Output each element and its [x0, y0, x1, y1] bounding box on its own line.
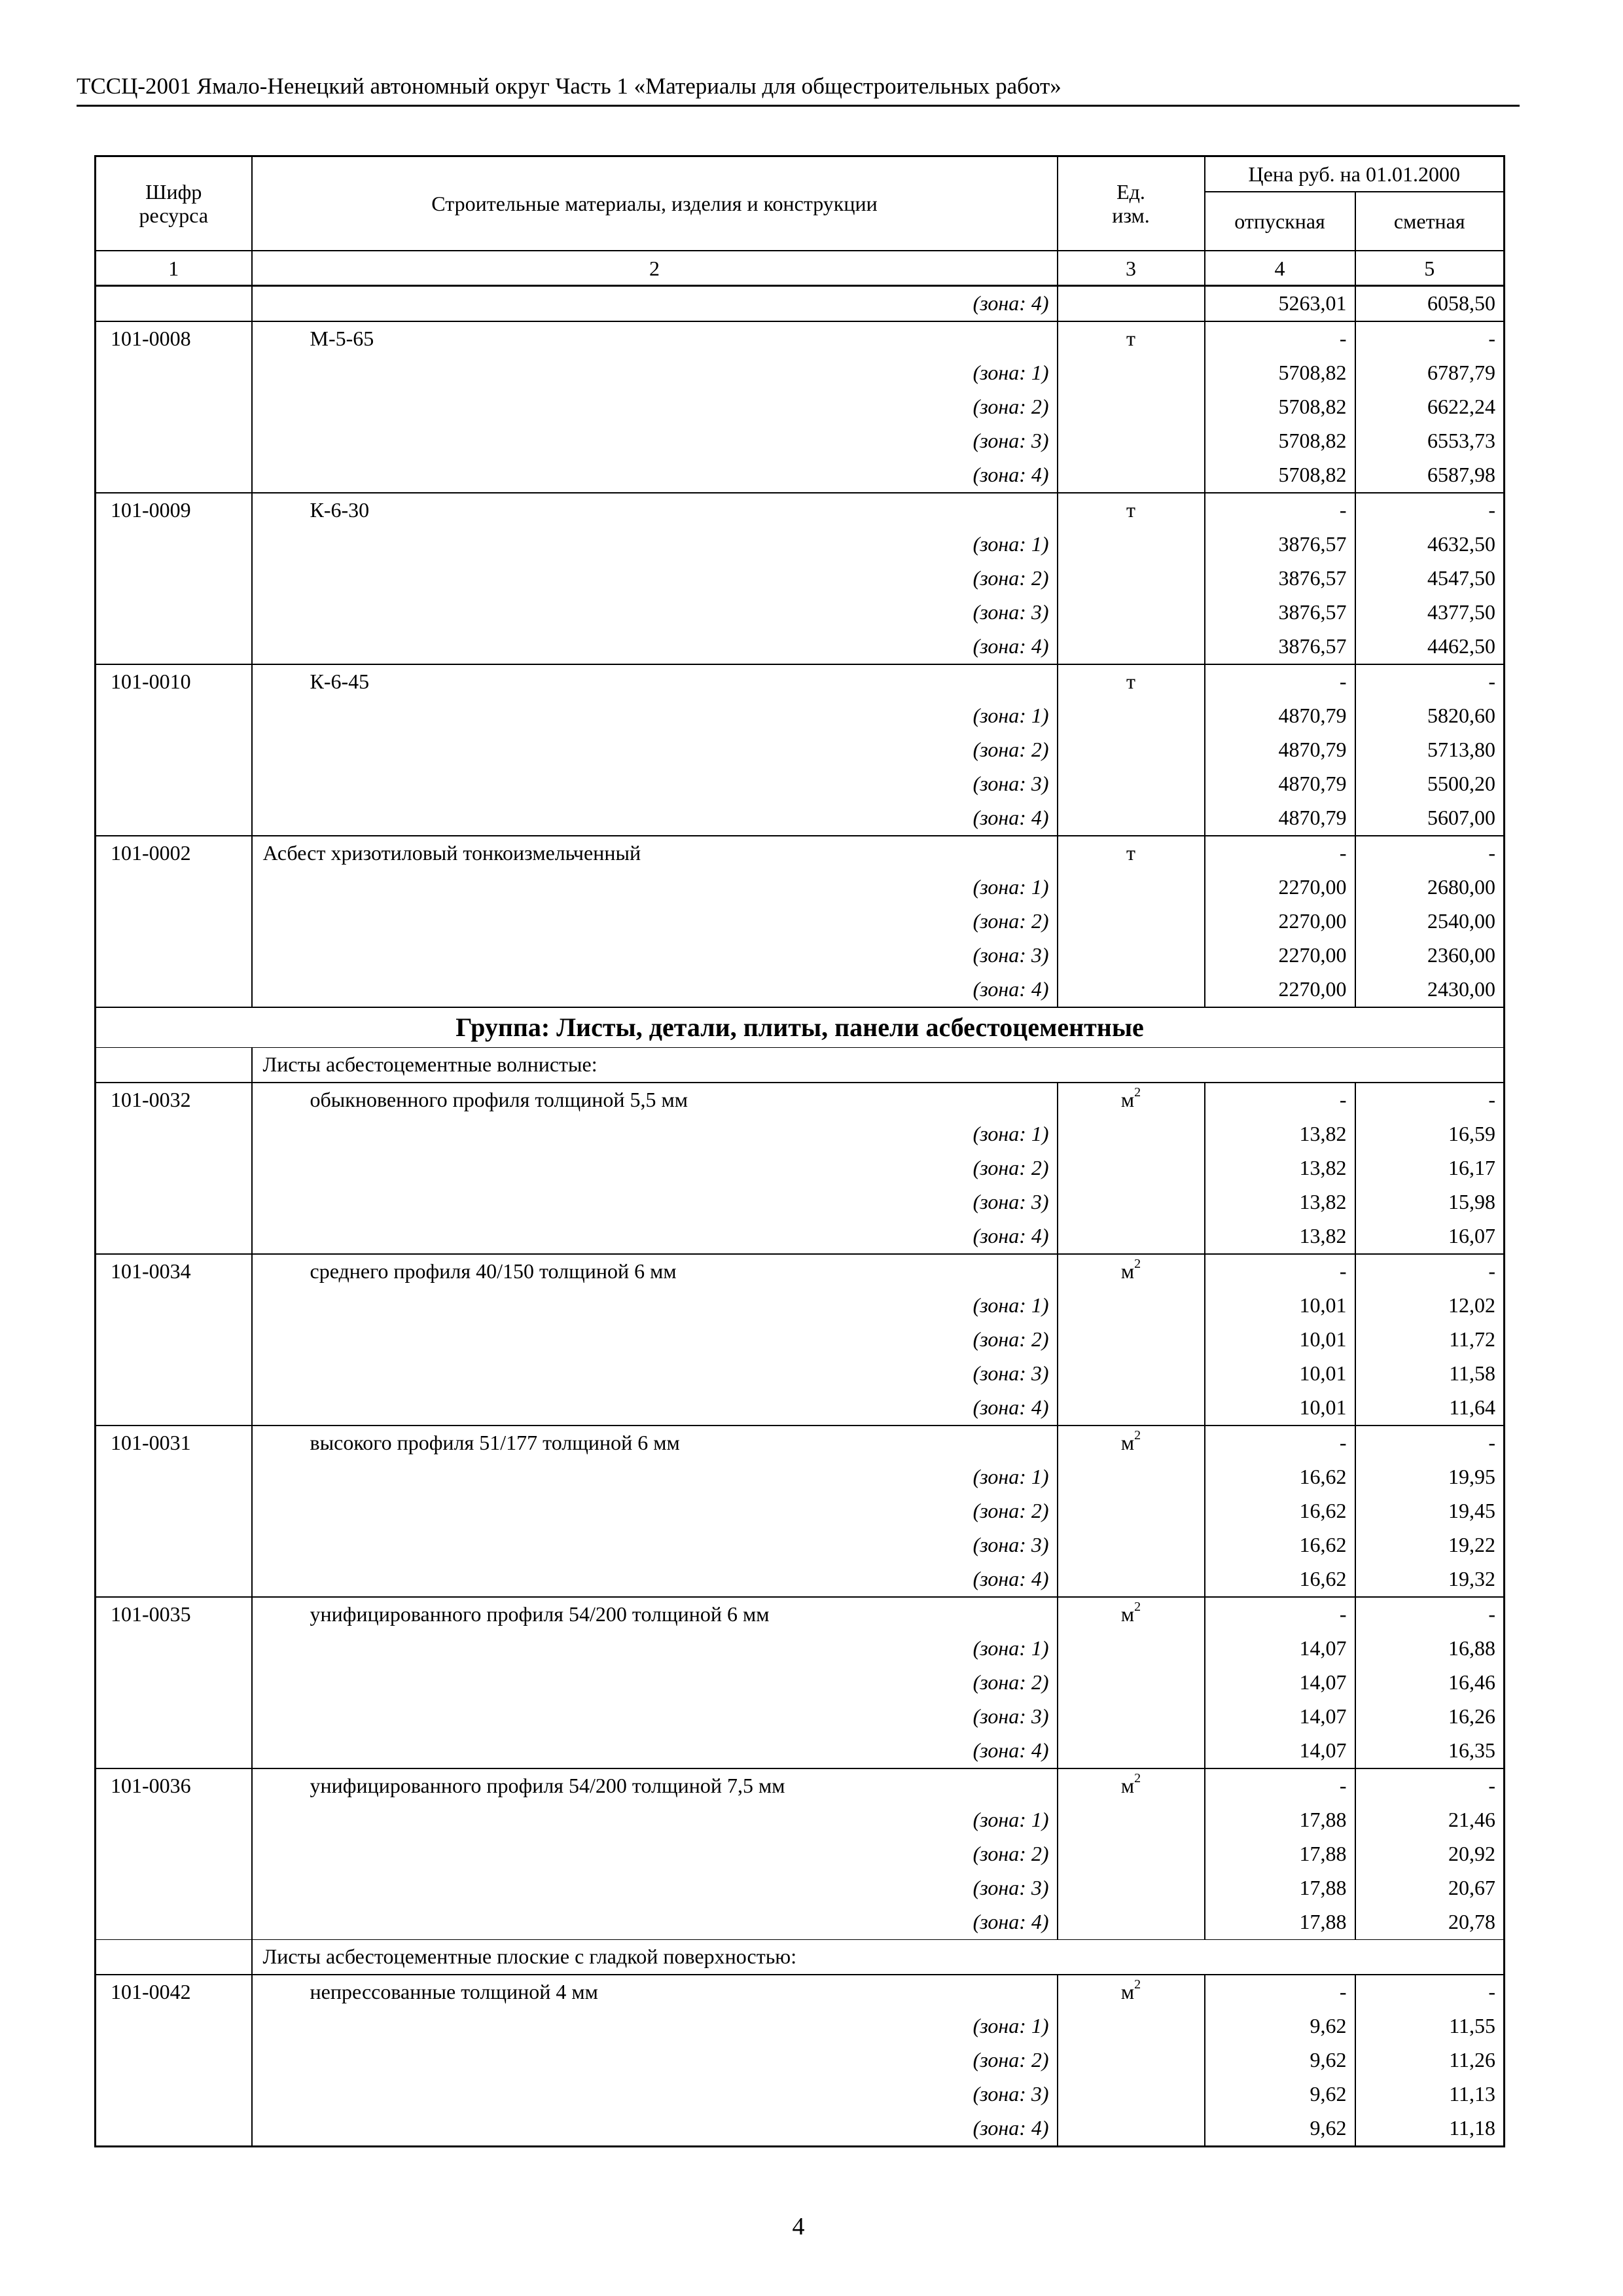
col-number: 2 — [252, 251, 1058, 286]
zone-label: (зона: 2) — [252, 2043, 1058, 2077]
table-row — [96, 1528, 1505, 1562]
resource-code: 101-0032 — [96, 1083, 252, 1117]
price-estimate: - — [1355, 1768, 1505, 1803]
price-estimate: 5500,20 — [1355, 767, 1505, 801]
unit-text: т — [1126, 498, 1135, 522]
zone-label: (зона: 1) — [252, 1289, 1058, 1323]
table-row — [96, 1666, 1505, 1700]
price-release: 10,01 — [1205, 1289, 1355, 1323]
table-row — [96, 1254, 1505, 1289]
price-release: 14,07 — [1205, 1666, 1355, 1700]
table-row — [96, 356, 1505, 390]
zone-label: (зона: 2) — [252, 1494, 1058, 1528]
header-code: Шифр ресурса — [96, 156, 252, 251]
unit-text: м — [1120, 1431, 1135, 1454]
price-release: - — [1205, 1083, 1355, 1117]
unit — [1058, 836, 1205, 870]
price-estimate: 11,26 — [1355, 2043, 1505, 2077]
unit — [1058, 1254, 1205, 1289]
table-body — [96, 286, 1505, 2147]
table-row — [96, 596, 1505, 630]
price-estimate: 11,58 — [1355, 1357, 1505, 1391]
table-row — [96, 973, 1505, 1007]
price-estimate: 20,67 — [1355, 1871, 1505, 1905]
unit-text: т — [1126, 327, 1135, 350]
unit-text: м — [1120, 1774, 1135, 1797]
table-row — [96, 870, 1505, 905]
resource-code: 101-0036 — [96, 1768, 252, 1803]
price-release: 5708,82 — [1205, 424, 1355, 458]
group-heading: Группа: Листы, детали, плиты, панели асбестоцементные — [96, 1007, 1505, 1048]
price-estimate: 16,07 — [1355, 1219, 1505, 1254]
table-row — [96, 939, 1505, 973]
resource-code: 101-0034 — [96, 1254, 252, 1289]
zone-label: (зона: 4) — [252, 1905, 1058, 1940]
zone-label: (зона: 2) — [252, 390, 1058, 424]
zone-label: (зона: 1) — [252, 1632, 1058, 1666]
col-number: 5 — [1355, 251, 1505, 286]
table-row — [96, 905, 1505, 939]
table-row — [96, 1768, 1505, 1803]
table-row — [96, 562, 1505, 596]
price-release: 17,88 — [1205, 1905, 1355, 1940]
price-estimate: 16,17 — [1355, 1151, 1505, 1185]
material-name: унифицированного профиля 54/200 толщиной 7,5 мм — [252, 1768, 1058, 1803]
zone-label: (зона: 4) — [252, 801, 1058, 836]
price-release: 4870,79 — [1205, 699, 1355, 733]
resource-code: 101-0042 — [96, 1975, 252, 2009]
table-row — [96, 1289, 1505, 1323]
header-price-estimate: сметная — [1355, 192, 1505, 251]
price-estimate: 6622,24 — [1355, 390, 1505, 424]
zone-label: (зона: 3) — [252, 1871, 1058, 1905]
price-release: 13,82 — [1205, 1219, 1355, 1254]
unit-text: м — [1120, 1602, 1135, 1626]
table-row — [96, 1905, 1505, 1940]
unit — [1058, 664, 1205, 699]
price-release: 17,88 — [1205, 1871, 1355, 1905]
zone-label: (зона: 2) — [252, 1837, 1058, 1871]
price-estimate: 11,55 — [1355, 2009, 1505, 2043]
price-release: 13,82 — [1205, 1185, 1355, 1219]
price-release: 3876,57 — [1205, 596, 1355, 630]
unit — [1058, 1083, 1205, 1117]
material-name: К-6-45 — [252, 664, 1058, 699]
header-price-release: отпускная — [1205, 192, 1355, 251]
table-row — [96, 664, 1505, 699]
price-estimate: - — [1355, 321, 1505, 356]
price-estimate: - — [1355, 836, 1505, 870]
table-row — [96, 1083, 1505, 1117]
zone-label: (зона: 3) — [252, 1357, 1058, 1391]
zone-label: (зона: 3) — [252, 596, 1058, 630]
unit-superscript: 2 — [1134, 1600, 1141, 1615]
price-release: - — [1205, 1597, 1355, 1632]
price-estimate: 16,26 — [1355, 1700, 1505, 1734]
price-estimate: 4462,50 — [1355, 630, 1505, 664]
price-release: - — [1205, 321, 1355, 356]
zone-label: (зона: 2) — [252, 562, 1058, 596]
unit-text: т — [1126, 841, 1135, 865]
zone-label: (зона: 4) — [252, 1219, 1058, 1254]
col-number: 1 — [96, 251, 252, 286]
price-release: 5708,82 — [1205, 356, 1355, 390]
material-name: среднего профиля 40/150 толщиной 6 мм — [252, 1254, 1058, 1289]
table-row — [96, 1562, 1505, 1597]
price-estimate: 15,98 — [1355, 1185, 1505, 1219]
price-estimate: 16,46 — [1355, 1666, 1505, 1700]
header-unit: Ед. изм. — [1058, 156, 1205, 251]
zone-label: (зона: 4) — [252, 1391, 1058, 1426]
material-name: М-5-65 — [252, 321, 1058, 356]
price-release: 9,62 — [1205, 2077, 1355, 2111]
table-row — [96, 1871, 1505, 1905]
price-release: 4870,79 — [1205, 733, 1355, 767]
zone-label: (зона: 2) — [252, 905, 1058, 939]
zone-label: (зона: 2) — [252, 1323, 1058, 1357]
page-number: 4 — [792, 2213, 805, 2240]
material-name: обыкновенного профиля толщиной 5,5 мм — [252, 1083, 1058, 1117]
price-estimate: 11,72 — [1355, 1323, 1505, 1357]
price-estimate: 16,88 — [1355, 1632, 1505, 1666]
price-release: 3876,57 — [1205, 562, 1355, 596]
price-release: - — [1205, 836, 1355, 870]
zone-label: (зона: 1) — [252, 528, 1058, 562]
price-table — [94, 155, 1505, 2147]
zone-label: (зона: 2) — [252, 1666, 1058, 1700]
header-price: Цена руб. на 01.01.2000 — [1205, 156, 1505, 192]
price-release: 16,62 — [1205, 1460, 1355, 1494]
price-release: 17,88 — [1205, 1803, 1355, 1837]
price-estimate: - — [1355, 493, 1505, 528]
table-row — [96, 1803, 1505, 1837]
table-row — [96, 733, 1505, 767]
table-row — [96, 630, 1505, 664]
table-row — [96, 458, 1505, 493]
table-row — [96, 321, 1505, 356]
table-row — [96, 1117, 1505, 1151]
resource-code: 101-0010 — [96, 664, 252, 699]
zone-label: (зона: 1) — [252, 1460, 1058, 1494]
price-release: 14,07 — [1205, 1734, 1355, 1768]
header-name: Строительные материалы, изделия и конструкции — [252, 156, 1058, 251]
price-estimate: 19,45 — [1355, 1494, 1505, 1528]
table-row — [96, 1700, 1505, 1734]
col-number: 4 — [1205, 251, 1355, 286]
group-heading-row — [96, 1007, 1505, 1048]
material-name: высокого профиля 51/177 толщиной 6 мм — [252, 1426, 1058, 1460]
zone-label: (зона: 3) — [252, 767, 1058, 801]
table-row — [96, 1734, 1505, 1768]
price-release: 17,88 — [1205, 1837, 1355, 1871]
price-release: 9,62 — [1205, 2009, 1355, 2043]
price-release: 3876,57 — [1205, 528, 1355, 562]
price-estimate: - — [1355, 664, 1505, 699]
carry-row — [96, 286, 1505, 322]
header-rule — [77, 105, 1520, 107]
resource-code: 101-0009 — [96, 493, 252, 528]
unit-text: м — [1120, 1088, 1135, 1111]
subgroup-row — [96, 1940, 1505, 1975]
zone-label: (зона: 3) — [252, 1185, 1058, 1219]
price-estimate: 16,59 — [1355, 1117, 1505, 1151]
price-estimate: 5607,00 — [1355, 801, 1505, 836]
unit — [1058, 1768, 1205, 1803]
zone-label: (зона: 4) — [252, 1734, 1058, 1768]
unit-superscript: 2 — [1134, 1977, 1141, 1992]
zone-label: (зона: 4) — [252, 286, 1058, 322]
price-release: 2270,00 — [1205, 973, 1355, 1007]
zone-label: (зона: 1) — [252, 1117, 1058, 1151]
price-estimate: 2540,00 — [1355, 905, 1505, 939]
unit-superscript: 2 — [1134, 1428, 1141, 1443]
price-release: 16,62 — [1205, 1494, 1355, 1528]
table-row — [96, 2111, 1505, 2147]
price-release: 16,62 — [1205, 1528, 1355, 1562]
unit-superscript: 2 — [1134, 1085, 1141, 1100]
zone-label: (зона: 3) — [252, 939, 1058, 973]
price-release: - — [1205, 664, 1355, 699]
zone-label: (зона: 3) — [252, 2077, 1058, 2111]
price-release: - — [1205, 1768, 1355, 1803]
table-row — [96, 767, 1505, 801]
subgroup-row — [96, 1048, 1505, 1083]
zone-label: (зона: 4) — [252, 458, 1058, 493]
price-release: 13,82 — [1205, 1151, 1355, 1185]
zone-label: (зона: 3) — [252, 1700, 1058, 1734]
price-estimate: 6787,79 — [1355, 356, 1505, 390]
price-release: 2270,00 — [1205, 870, 1355, 905]
table-row — [96, 1837, 1505, 1871]
table-row — [96, 1151, 1505, 1185]
price-estimate: 16,35 — [1355, 1734, 1505, 1768]
table-row — [96, 1494, 1505, 1528]
table-row — [96, 801, 1505, 836]
table-row — [96, 528, 1505, 562]
zone-label: (зона: 4) — [252, 2111, 1058, 2147]
unit-text: т — [1126, 670, 1135, 693]
price-release: - — [1205, 493, 1355, 528]
price-release: 4870,79 — [1205, 767, 1355, 801]
zone-label: (зона: 4) — [252, 973, 1058, 1007]
table-row — [96, 1219, 1505, 1254]
zone-label: (зона: 4) — [252, 630, 1058, 664]
unit-superscript: 2 — [1134, 1771, 1141, 1786]
zone-label: (зона: 2) — [252, 1151, 1058, 1185]
price-release: 14,07 — [1205, 1632, 1355, 1666]
price-estimate: 11,64 — [1355, 1391, 1505, 1426]
price-estimate: - — [1355, 1254, 1505, 1289]
table-row — [96, 1597, 1505, 1632]
price-release: 5708,82 — [1205, 458, 1355, 493]
price-release: - — [1205, 1426, 1355, 1460]
unit — [1058, 493, 1205, 528]
running-head: ТССЦ-2001 Ямало-Ненецкий автономный округ Часть 1 «Материалы для общестроительных работ» — [77, 73, 1061, 99]
material-name: непрессованные толщиной 4 мм — [252, 1975, 1058, 2009]
zone-label: (зона: 1) — [252, 1803, 1058, 1837]
price-release: 9,62 — [1205, 2043, 1355, 2077]
price-release: 3876,57 — [1205, 630, 1355, 664]
zone-label: (зона: 3) — [252, 424, 1058, 458]
price-estimate: 4632,50 — [1355, 528, 1505, 562]
table-row — [96, 1185, 1505, 1219]
price-estimate: 19,95 — [1355, 1460, 1505, 1494]
unit — [1058, 1975, 1205, 2009]
resource-code: 101-0002 — [96, 836, 252, 870]
table-row — [96, 424, 1505, 458]
price-estimate: 20,78 — [1355, 1905, 1505, 1940]
price-estimate: 19,32 — [1355, 1562, 1505, 1597]
table-row — [96, 1460, 1505, 1494]
price-estimate: - — [1355, 1083, 1505, 1117]
table-row — [96, 493, 1505, 528]
zone-label: (зона: 1) — [252, 870, 1058, 905]
price-estimate: - — [1355, 1975, 1505, 2009]
unit-text: м — [1120, 1980, 1135, 2003]
subgroup-label: Листы асбестоцементные плоские с гладкой поверхностью: — [252, 1940, 1505, 1975]
unit-superscript: 2 — [1134, 1257, 1141, 1272]
subgroup-label: Листы асбестоцементные волнистые: — [252, 1048, 1505, 1083]
price-estimate: 21,46 — [1355, 1803, 1505, 1837]
zone-label: (зона: 3) — [252, 1528, 1058, 1562]
price-estimate: 6058,50 — [1355, 286, 1505, 322]
table-row — [96, 2009, 1505, 2043]
unit — [1058, 321, 1205, 356]
table-row — [96, 1426, 1505, 1460]
table-row — [96, 836, 1505, 870]
price-estimate: - — [1355, 1597, 1505, 1632]
resource-code: 101-0035 — [96, 1597, 252, 1632]
unit-text: м — [1120, 1259, 1135, 1283]
table-row — [96, 699, 1505, 733]
zone-label: (зона: 1) — [252, 699, 1058, 733]
price-release: 2270,00 — [1205, 905, 1355, 939]
price-estimate: 2680,00 — [1355, 870, 1505, 905]
price-estimate: 20,92 — [1355, 1837, 1505, 1871]
price-release: 10,01 — [1205, 1391, 1355, 1426]
price-estimate: 4377,50 — [1355, 596, 1505, 630]
price-release: 10,01 — [1205, 1357, 1355, 1391]
col-number: 3 — [1058, 251, 1205, 286]
price-estimate: 19,22 — [1355, 1528, 1505, 1562]
zone-label: (зона: 4) — [252, 1562, 1058, 1597]
price-estimate: 4547,50 — [1355, 562, 1505, 596]
price-release: 5708,82 — [1205, 390, 1355, 424]
price-estimate: 11,18 — [1355, 2111, 1505, 2147]
price-estimate: 5713,80 — [1355, 733, 1505, 767]
unit — [1058, 1597, 1205, 1632]
price-estimate: 5820,60 — [1355, 699, 1505, 733]
price-release: 10,01 — [1205, 1323, 1355, 1357]
material-name: Асбест хризотиловый тонкоизмельченный — [252, 836, 1058, 870]
price-release: - — [1205, 1975, 1355, 2009]
zone-label: (зона: 1) — [252, 2009, 1058, 2043]
price-release: - — [1205, 1254, 1355, 1289]
price-release: 5263,01 — [1205, 286, 1355, 322]
price-estimate: 11,13 — [1355, 2077, 1505, 2111]
table-row — [96, 2077, 1505, 2111]
price-estimate: 6553,73 — [1355, 424, 1505, 458]
price-release: 16,62 — [1205, 1562, 1355, 1597]
table-row — [96, 2043, 1505, 2077]
resource-code: 101-0008 — [96, 321, 252, 356]
table-row — [96, 1975, 1505, 2009]
zone-label: (зона: 2) — [252, 733, 1058, 767]
price-estimate: - — [1355, 1426, 1505, 1460]
price-release: 2270,00 — [1205, 939, 1355, 973]
table-row — [96, 1391, 1505, 1426]
price-estimate: 2360,00 — [1355, 939, 1505, 973]
material-name: К-6-30 — [252, 493, 1058, 528]
price-release: 14,07 — [1205, 1700, 1355, 1734]
zone-label: (зона: 1) — [252, 356, 1058, 390]
table-row — [96, 1632, 1505, 1666]
table-row — [96, 1323, 1505, 1357]
table-row — [96, 1357, 1505, 1391]
price-estimate: 2430,00 — [1355, 973, 1505, 1007]
price-release: 13,82 — [1205, 1117, 1355, 1151]
resource-code: 101-0031 — [96, 1426, 252, 1460]
price-estimate: 6587,98 — [1355, 458, 1505, 493]
price-release: 4870,79 — [1205, 801, 1355, 836]
unit — [1058, 1426, 1205, 1460]
material-name: унифицированного профиля 54/200 толщиной 6 мм — [252, 1597, 1058, 1632]
table-row — [96, 390, 1505, 424]
price-release: 9,62 — [1205, 2111, 1355, 2147]
price-estimate: 12,02 — [1355, 1289, 1505, 1323]
